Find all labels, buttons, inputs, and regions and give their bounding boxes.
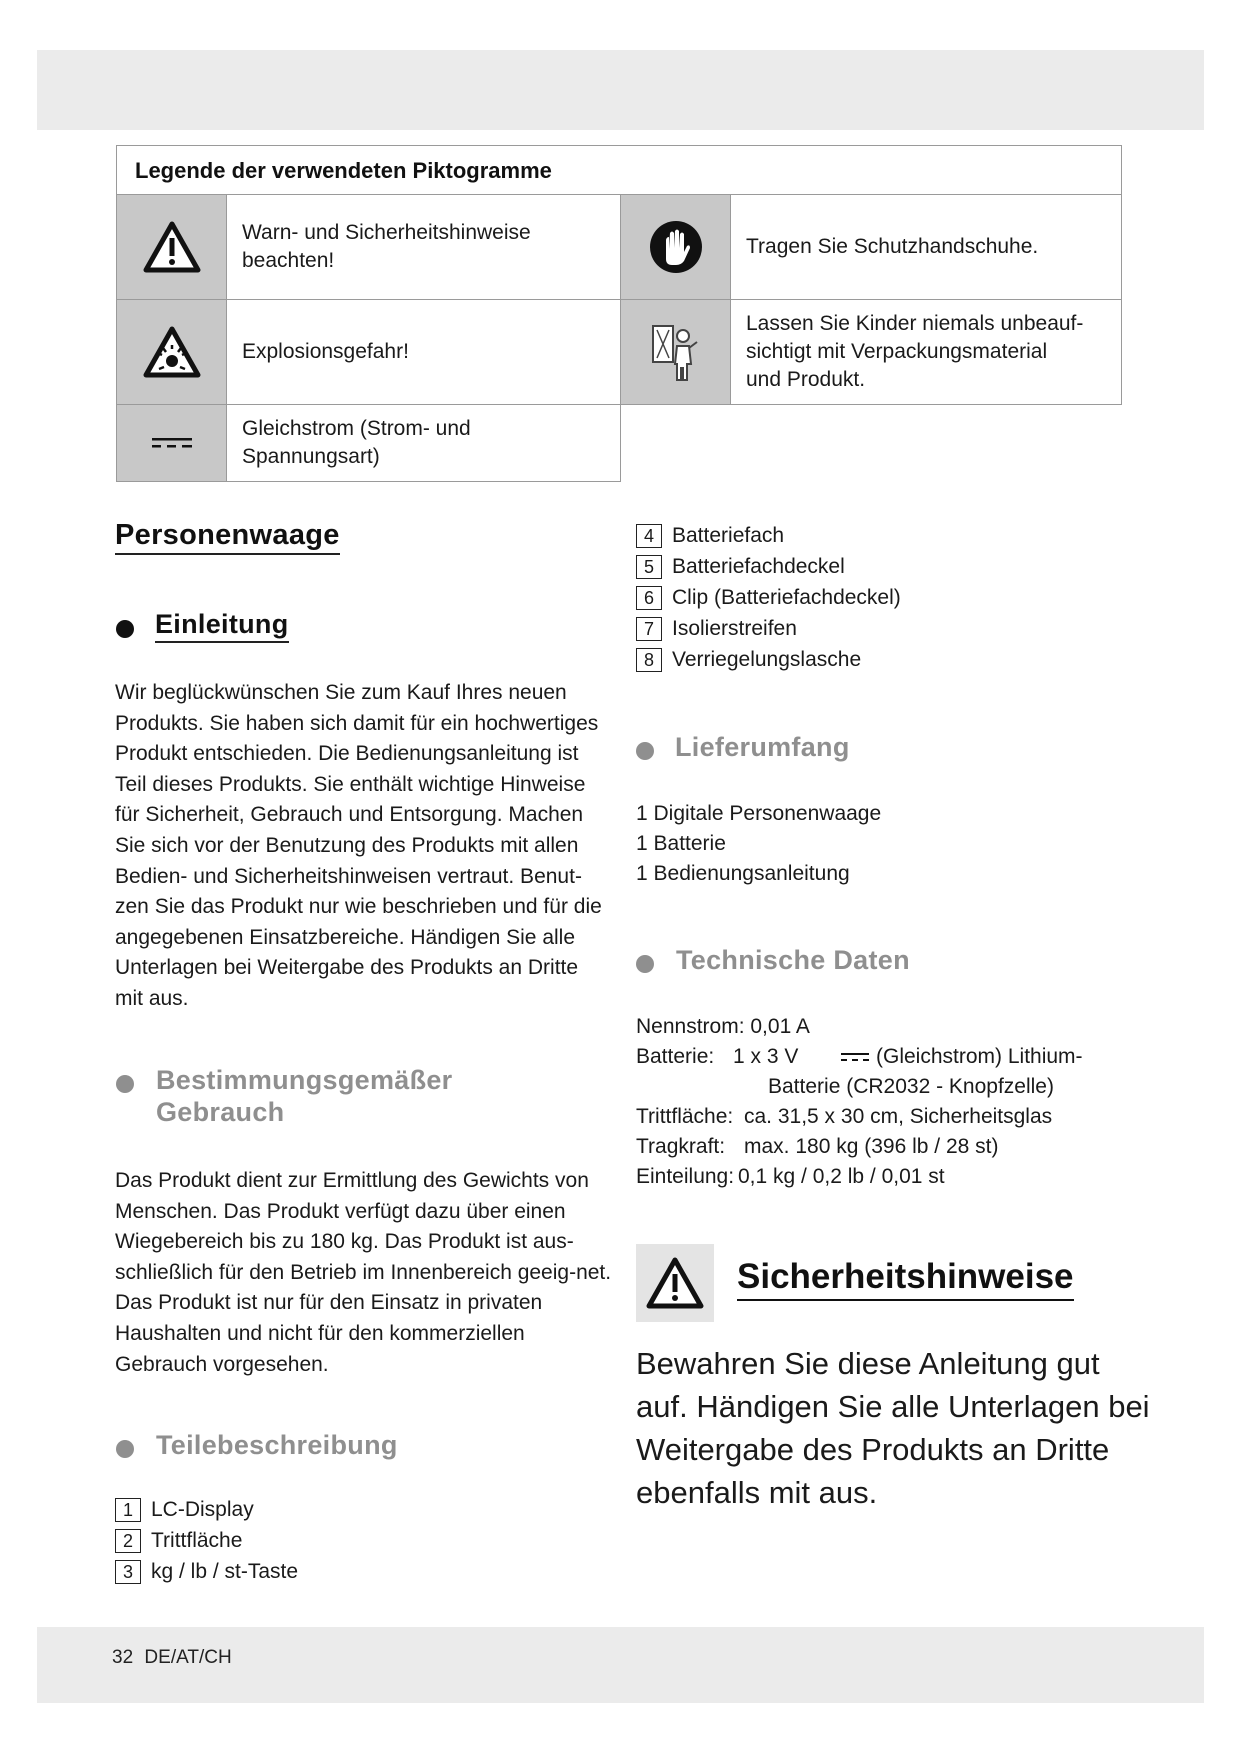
sicherheit-text: Bewahren Sie diese Anleitung gut auf. Händigen Sie alle Unterlagen bei Weitergabe des Produkts an Dritte ebenfalls mit aus. <box>636 1346 1150 1510</box>
part-item <box>115 1498 254 1522</box>
part-label: Isolierstreifen <box>672 617 797 640</box>
page-footer <box>112 1647 232 1669</box>
tech-tragkraft-value: max. 180 kg (396 lb / 28 st) <box>744 1135 999 1158</box>
part-number: 7 <box>636 617 662 641</box>
tech-trittflaeche-label: Trittfläche: <box>636 1105 734 1128</box>
part-item <box>115 1529 242 1553</box>
bullet-dot <box>636 742 654 760</box>
bullet-dot <box>116 1440 134 1458</box>
part-number: 3 <box>115 1560 141 1584</box>
part-label: Batteriefach <box>672 524 785 547</box>
delivery-item: 1 Digitale Personenwaage <box>636 802 882 825</box>
legend-text: Tragen Sie Schutzhandschuhe. <box>746 235 1039 258</box>
header-band <box>37 50 1204 130</box>
heading-line: Gebrauch <box>156 1097 285 1127</box>
legend-icon-cell <box>620 194 731 300</box>
legend-icon-cell <box>116 404 227 482</box>
legend-text: Gleichstrom (Strom- und Spannungsart) <box>242 417 471 468</box>
part-item <box>115 1560 298 1584</box>
tech-einteilung-value: 0,1 kg / 0,2 lb / 0,01 st <box>738 1165 945 1188</box>
legend-text: Warn- und Sicherheitshinweise beachten! <box>242 221 531 272</box>
bestimmung-text: Das Produkt dient zur Ermittlung des Gewichts von Menschen. Das Produkt verfügt dazu über einen Wiegebereich bis zu 180 kg. Das Produkt ist aus-schließlich für den Betrieb im Innenbereich geeig-net. Das Produkt ist nur für den Einsatz in privaten Haushalten und nicht für den kommerziellen Gebrauch vorgesehen. <box>115 1169 612 1376</box>
delivery-item: 1 Batterie <box>636 832 726 855</box>
delivery-item: 1 Bedienungsanleitung <box>636 862 850 885</box>
part-label: LC-Display <box>151 1498 254 1521</box>
tech-tragkraft-label: Tragkraft: <box>636 1135 726 1158</box>
legend-text: Explosionsgefahr! <box>242 340 409 363</box>
section-heading-technische-daten: Technische Daten <box>676 945 910 975</box>
section-heading-bestimmung <box>156 1064 452 1128</box>
einleitung-text: Wir beglückwünschen Sie zum Kauf Ihres neuen Produkts. Sie haben sich damit für ein hochwertiges Produkt entschieden. Die Bedienungsanleitung ist Teil dieses Produkts. Sie enthält wichtige Hinweise für Sicherheit, Gebrauch und Entsorgung. Machen Sie sich vor der Benutzung des Produkts mit allen Bedien- und Sicherheitshinweisen vertraut. Benut-zen Sie das Produkt nur wie beschrieben und für die angegebenen Einsatzbereiche. Händigen Sie alle Unterlagen bei Weitergabe des Produkts an Dritte mit aus. <box>115 681 602 1010</box>
section-heading-teile: Teilebeschreibung <box>156 1430 398 1460</box>
legend-icon-cell <box>116 299 227 405</box>
tech-batterie-label: Batterie: <box>636 1045 715 1068</box>
direct-current-icon <box>840 1051 870 1063</box>
tech-trittflaeche-value: ca. 31,5 x 30 cm, Sicherheitsglas <box>744 1105 1053 1128</box>
tech-batterie-type2: Batterie (CR2032 - Knopfzelle) <box>768 1075 1054 1098</box>
tech-nennstrom: Nennstrom: 0,01 A <box>636 1015 810 1038</box>
bullet-dot <box>116 1075 134 1093</box>
legend-empty-area <box>621 405 1125 485</box>
legend-text-cell <box>730 194 1122 300</box>
direct-current-icon <box>150 436 194 450</box>
warning-triangle-icon <box>645 1256 705 1310</box>
section-heading-einleitung: Einleitung <box>155 609 289 643</box>
part-number: 4 <box>636 524 662 548</box>
legend-text-cell <box>226 194 621 300</box>
part-label: kg / lb / st-Taste <box>151 1560 299 1583</box>
part-number: 5 <box>636 555 662 579</box>
legend-text-cell <box>226 404 621 482</box>
tech-batterie-type: (Gleichstrom) Lithium- <box>876 1045 1083 1068</box>
legend-icon-cell <box>116 194 227 300</box>
part-label: Verriegelungslasche <box>672 648 862 671</box>
legend-text: Lassen Sie Kinder niemals unbeauf-sichtigt mit Verpackungsmaterial und Produkt. <box>746 312 1084 391</box>
region-label: DE/AT/CH <box>144 1647 232 1668</box>
legend-icon-cell <box>620 299 731 405</box>
legend-title: Legende der verwendeten Piktogramme <box>135 158 552 183</box>
part-label: Batteriefachdeckel <box>672 555 845 578</box>
warning-triangle-icon <box>142 220 202 274</box>
part-number: 1 <box>115 1498 141 1522</box>
tech-einteilung-label: Einteilung: <box>636 1165 735 1188</box>
explosion-icon <box>142 325 202 379</box>
part-number: 2 <box>115 1529 141 1553</box>
heading-line: Bestimmungsgemäßer <box>156 1065 453 1095</box>
gloves-icon <box>648 219 704 275</box>
safety-warning-badge <box>636 1244 714 1322</box>
child-packaging-icon <box>649 320 703 384</box>
legend-text-cell <box>730 299 1122 405</box>
section-heading-lieferumfang: Lieferumfang <box>675 732 850 762</box>
legend-title-row <box>116 145 1122 195</box>
part-label: Clip (Batteriefachdeckel) <box>672 586 901 609</box>
bullet-dot <box>116 620 134 638</box>
page-number: 32 <box>112 1647 134 1668</box>
product-title: Personenwaage <box>115 519 340 555</box>
part-label: Trittfläche <box>151 1529 243 1552</box>
section-heading-sicherheitshinweise: Sicherheitshinweise <box>737 1257 1074 1301</box>
part-item <box>636 586 901 610</box>
part-number: 8 <box>636 648 662 672</box>
bullet-dot <box>636 955 654 973</box>
part-item <box>636 555 845 579</box>
part-item <box>636 617 797 641</box>
part-number: 6 <box>636 586 662 610</box>
tech-batterie-value: 1 x 3 V <box>733 1045 799 1068</box>
legend-text-cell <box>226 299 621 405</box>
part-item <box>636 648 861 672</box>
part-item <box>636 524 784 548</box>
